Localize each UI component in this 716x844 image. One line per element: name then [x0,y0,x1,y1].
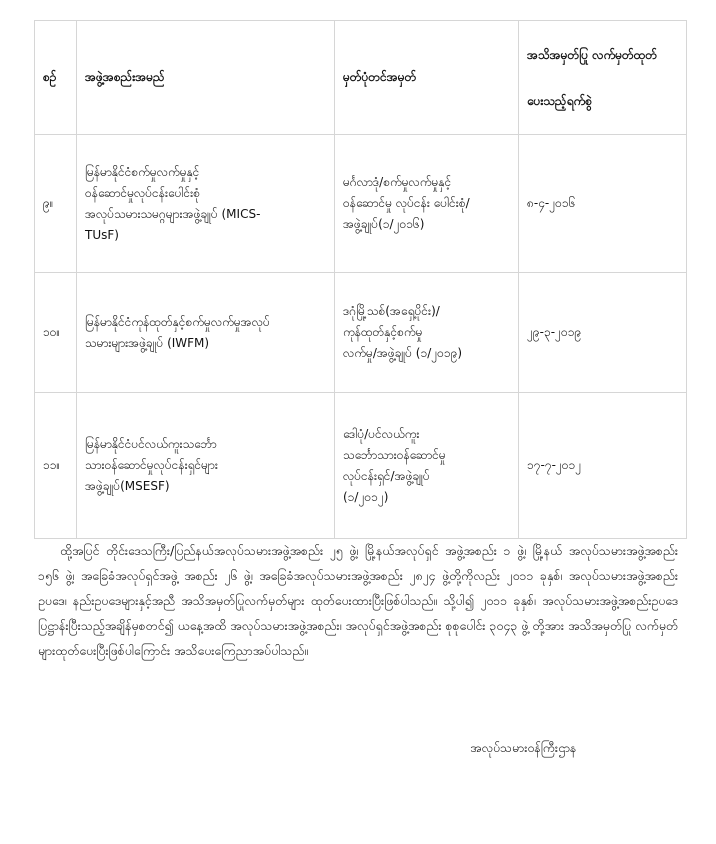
header-issue-date-line1: အသိအမှတ်ပြု လက်မှတ်ထုတ် [527,47,658,62]
header-issue-date-line2: ပေးသည့်ရက်စွဲ [527,93,592,108]
ministry-signature: အလုပ်သမားဝန်ကြီးဌာန [470,740,577,755]
row-registration-no: ဒေါပုံ/ပင်လယ်ကူး သင်္ဘောသားဝန်ဆောင်မှု လုပ်ငန်းရှင်/အဖွဲ့ချုပ် (၁/၂၀၁၂) [335,393,519,539]
row-issue-date: ၁၇-၇-၂၀၁၂ [519,393,687,539]
registration-table [34,20,687,539]
header-issue-date [519,21,687,135]
announcement-paragraph: ထို့အပြင် တိုင်းဒေသကြီး/ပြည်နယ်အလုပ်သမားအဖွဲ့အစည်း ၂၅ ဖွဲ့၊ မြို့နယ်အလုပ်ရှင် အဖွဲ့အစည်း ၁ ဖွဲ့၊ မြို့နယ် အလုပ်သမားအဖွဲ့အစည်း ၁၅၆ ဖွဲ့၊ အခြေခံအလုပ်ရှင်အဖွဲ့ အစည်း ၂၆ ဖွဲ့၊ အခြေခံအလုပ်သမားအဖွဲ့အစည်း ၂၈၂၄ ဖွဲ့တို့ကိုလည်း ၂၀၁၁ ခုနှစ်၊ အလုပ်သမားအဖွဲ့အစည်းဥပဒေ၊ နည်းဥပဒေများနှင့်အညီ အသိအမှတ်ပြုလက်မှတ်များ ထုတ်ပေးထားပြီးဖြစ်ပါသည်။ သို့ပါ၍ ၂၀၁၁ ခုနှစ်၊ အလုပ်သမားအဖွဲ့အစည်းဥပဒေ ပြဋ္ဌာန်းပြီးသည့်အချိန်မှစတင်၍ ယနေ့အထိ အလုပ်သမားအဖွဲ့အစည်း၊ အလုပ်ရှင်အဖွဲ့အစည်း စုစုပေါင်း ၃၀၄၃ ဖွဲ့ တို့အား အသိအမှတ်ပြု လက်မှတ် များထုတ်ပေးပြီးဖြစ်ပါကြောင်း အသိပေးကြေညာအပ်ပါသည်။ [38,543,678,658]
row-org-name: မြန်မာနိုင်ငံစက်မှုလက်မှုနှင့် ဝန်ဆောင်မှုလုပ်ငန်းပေါင်းစုံ အလုပ်သမားသမဂ္ဂများအဖွဲ့ချုပ် (MICS- TUsF) [77,135,335,273]
header-no: စဉ် [35,21,77,135]
row-registration-no: မင်္ဂလာဒုံ/စက်မှုလက်မှုနှင့် ဝန်ဆောင်မှု လုပ်ငန်း ပေါင်းစုံ/ အဖွဲ့ချုပ်(၁/၂၀၁၆) [335,135,519,273]
row-issue-date: ၂၉-၃-၂၀၁၉ [519,273,687,393]
row-no: ၁၀။ [35,273,77,393]
row-registration-no: ဒဂုံမြို့သစ်(အရှေ့ပိုင်း)/ ကုန်ထုတ်နှင့်စက်မှု လက်မှု/အဖွဲ့ချုပ် (၁/၂၀၁၉) [335,273,519,393]
header-org-name: အဖွဲ့အစည်းအမည် [77,21,335,135]
header-registration-no: မှတ်ပုံတင်အမှတ် [335,21,519,135]
table-header-row [35,21,687,135]
row-no: ၁၁။ [35,393,77,539]
table-row [35,135,687,273]
row-org-name: မြန်မာနိုင်ငံကုန်ထုတ်နှင့်စက်မှုလက်မှုအလုပ် သမားများအဖွဲ့ချုပ် (IWFM) [77,273,335,393]
row-issue-date: ၈-၄-၂၀၁၆ [519,135,687,273]
table-row [35,273,687,393]
table-row [35,393,687,539]
row-no: ၉။ [35,135,77,273]
row-org-name: မြန်မာနိုင်ငံပင်လယ်ကူးသင်္ဘော သားဝန်ဆောင်မှုလုပ်ငန်းရှင်များ အဖွဲ့ချုပ်(MSESF) [77,393,335,539]
